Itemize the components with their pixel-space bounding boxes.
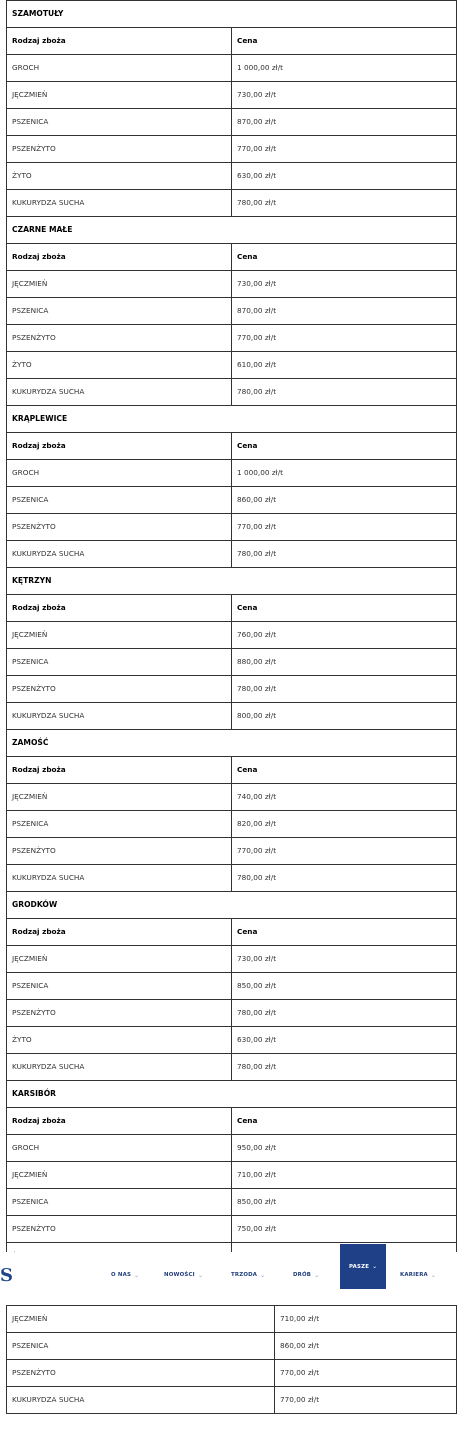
- grain-name: KUKURYDZA SUCHA: [7, 190, 232, 217]
- column-header-price: Cena: [232, 28, 457, 55]
- table-row: [7, 622, 457, 649]
- grain-name: JĘCZMIEŃ: [7, 82, 232, 109]
- nav-label: KARIERA: [400, 1272, 428, 1278]
- grain-price: 730,00 zł/t: [232, 271, 457, 298]
- nav-item-pasze[interactable]: [340, 1244, 386, 1289]
- location-name: SZAMOTUŁY: [7, 1, 457, 28]
- grain-price: 770,00 zł/t: [232, 136, 457, 163]
- table-row: [7, 514, 457, 541]
- grain-name: PSZENICA: [7, 1189, 232, 1216]
- grain-price: 780,00 zł/t: [232, 190, 457, 217]
- grain-price: 630,00 zł/t: [232, 163, 457, 190]
- grain-price: 770,00 zł/t: [232, 325, 457, 352]
- nav-label: DRÓB: [293, 1272, 312, 1278]
- column-header-price: Cena: [232, 757, 457, 784]
- grain-price: 770,00 zł/t: [275, 1387, 457, 1414]
- location-name: KRĄPLEWICE: [7, 406, 457, 433]
- nav-label: O NAS: [111, 1272, 132, 1278]
- grain-price: 780,00 zł/t: [232, 865, 457, 892]
- column-header-price: Cena: [232, 919, 457, 946]
- grain-name: KUKURYDZA SUCHA: [7, 379, 232, 406]
- table-header-row: [7, 595, 457, 622]
- grain-name: PSZENICA: [7, 109, 232, 136]
- table-row: [7, 298, 457, 325]
- table-row: [7, 676, 457, 703]
- grain-name: GROCH: [7, 55, 232, 82]
- location-row: [7, 217, 457, 244]
- grain-name: PSZENICA: [7, 298, 232, 325]
- grain-price: 1 000,00 zł/t: [232, 460, 457, 487]
- nav-item-nowosci[interactable]: [164, 1252, 203, 1298]
- location-name: KĘTRZYN: [7, 568, 457, 595]
- table-row: [7, 946, 457, 973]
- grain-price: 850,00 zł/t: [232, 1189, 457, 1216]
- nav-item-kariera[interactable]: [400, 1252, 436, 1298]
- nav-item-o-nas[interactable]: [111, 1252, 139, 1298]
- table-row: [7, 352, 457, 379]
- grain-name: PSZENICA: [7, 487, 232, 514]
- table-row: [7, 1027, 457, 1054]
- chevron-down-icon: ⌄: [134, 1271, 140, 1279]
- table-header-row: [7, 433, 457, 460]
- price-table: [6, 1305, 457, 1414]
- grain-name: KUKURYDZA SUCHA: [7, 1387, 275, 1414]
- grain-price: 860,00 zł/t: [232, 487, 457, 514]
- grain-name: ŻYTO: [7, 163, 232, 190]
- grain-price: 850,00 zł/t: [232, 973, 457, 1000]
- grain-name: JĘCZMIEŃ: [7, 784, 232, 811]
- column-header-grain: Rodzaj zboża: [7, 28, 232, 55]
- column-header-price: Cena: [232, 244, 457, 271]
- location-name: KARSIBÓR: [7, 1081, 457, 1108]
- location-row: [7, 1, 457, 28]
- grain-price: 820,00 zł/t: [232, 811, 457, 838]
- table-row: [7, 649, 457, 676]
- location-row: [7, 406, 457, 433]
- main-navigation: [0, 1252, 465, 1304]
- price-table: [6, 0, 457, 1270]
- grain-name: PSZENŻYTO: [7, 838, 232, 865]
- table-row: [7, 1387, 457, 1414]
- table-row: [7, 1216, 457, 1243]
- grain-price: 740,00 zł/t: [232, 784, 457, 811]
- grain-name: PSZENŻYTO: [7, 1216, 232, 1243]
- table-row: [7, 973, 457, 1000]
- column-header-price: Cena: [232, 433, 457, 460]
- table-header-row: [7, 1108, 457, 1135]
- nav-label: NOWOŚCI: [164, 1272, 195, 1278]
- table-row: [7, 1189, 457, 1216]
- grain-price: 870,00 zł/t: [232, 109, 457, 136]
- grain-price: 730,00 zł/t: [232, 82, 457, 109]
- table-row: [7, 136, 457, 163]
- grain-name: PSZENŻYTO: [7, 1000, 232, 1027]
- table-row: [7, 541, 457, 568]
- column-header-grain: Rodzaj zboża: [7, 433, 232, 460]
- grain-name: ŻYTO: [7, 1027, 232, 1054]
- chevron-down-icon: ⌄: [314, 1271, 320, 1279]
- chevron-down-icon: ⌄: [197, 1271, 204, 1279]
- table-header-row: [7, 244, 457, 271]
- grain-price: 780,00 zł/t: [232, 541, 457, 568]
- table-row: [7, 55, 457, 82]
- grain-price: 780,00 zł/t: [232, 379, 457, 406]
- grain-name: GROCH: [7, 1135, 232, 1162]
- grain-price: 880,00 zł/t: [232, 649, 457, 676]
- grain-price: 780,00 zł/t: [232, 676, 457, 703]
- nav-item-drob[interactable]: [293, 1252, 319, 1298]
- chevron-down-icon: ⌄: [372, 1263, 378, 1270]
- grain-price: 950,00 zł/t: [232, 1135, 457, 1162]
- grain-price: 610,00 zł/t: [232, 352, 457, 379]
- grain-price: 780,00 zł/t: [232, 1054, 457, 1081]
- grain-price: 780,00 zł/t: [232, 1000, 457, 1027]
- grain-name: PSZENŻYTO: [7, 676, 232, 703]
- grain-price-tables: [6, 0, 457, 1270]
- grain-price: 770,00 zł/t: [275, 1360, 457, 1387]
- table-row: [7, 82, 457, 109]
- grain-price: 710,00 zł/t: [232, 1162, 457, 1189]
- table-header-row: [7, 28, 457, 55]
- column-header-grain: Rodzaj zboża: [7, 919, 232, 946]
- location-name: CZARNE MAŁE: [7, 217, 457, 244]
- location-name: GRODKÓW: [7, 892, 457, 919]
- grain-price: 1 000,00 zł/t: [232, 55, 457, 82]
- column-header-grain: Rodzaj zboża: [7, 1108, 232, 1135]
- table-row: [7, 703, 457, 730]
- table-row: [7, 811, 457, 838]
- nav-label: TRZODA: [231, 1272, 258, 1278]
- grain-name: PSZENICA: [7, 1333, 275, 1360]
- location-name: ZAMOŚĆ: [7, 730, 457, 757]
- grain-name: JĘCZMIEŃ: [7, 1306, 275, 1333]
- grain-name: PSZENŻYTO: [7, 136, 232, 163]
- table-row: [7, 1360, 457, 1387]
- grain-price: 870,00 zł/t: [232, 298, 457, 325]
- grain-price: 770,00 zł/t: [232, 838, 457, 865]
- location-row: [7, 730, 457, 757]
- table-row: [7, 1306, 457, 1333]
- grain-price: 770,00 zł/t: [232, 514, 457, 541]
- grain-name: PSZENŻYTO: [7, 325, 232, 352]
- table-row: [7, 865, 457, 892]
- table-row: [7, 1162, 457, 1189]
- logo[interactable]: S: [0, 1265, 13, 1286]
- table-row: [7, 1054, 457, 1081]
- table-row: [7, 1135, 457, 1162]
- grain-name: JĘCZMIEŃ: [7, 271, 232, 298]
- location-row: [7, 1081, 457, 1108]
- column-header-price: Cena: [232, 1108, 457, 1135]
- column-header-grain: Rodzaj zboża: [7, 757, 232, 784]
- grain-price: 860,00 zł/t: [275, 1333, 457, 1360]
- grain-price: 630,00 zł/t: [232, 1027, 457, 1054]
- grain-name: KUKURYDZA SUCHA: [7, 541, 232, 568]
- table-row: [7, 487, 457, 514]
- grain-name: KUKURYDZA SUCHA: [7, 1054, 232, 1081]
- grain-name: ŻYTO: [7, 352, 232, 379]
- grain-name: PSZENŻYTO: [7, 514, 232, 541]
- grain-name: PSZENICA: [7, 649, 232, 676]
- nav-label: PASZE: [349, 1263, 370, 1270]
- table-row: [7, 1333, 457, 1360]
- grain-price: 760,00 zł/t: [232, 622, 457, 649]
- column-header-grain: Rodzaj zboża: [7, 244, 232, 271]
- grain-name: PSZENICA: [7, 811, 232, 838]
- grain-price: 710,00 zł/t: [275, 1306, 457, 1333]
- chevron-down-icon: ⌄: [260, 1271, 266, 1279]
- grain-name: JĘCZMIEŃ: [7, 946, 232, 973]
- table-row: [7, 838, 457, 865]
- table-row: [7, 271, 457, 298]
- grain-name: PSZENŻYTO: [7, 1360, 275, 1387]
- chevron-down-icon: ⌄: [430, 1271, 437, 1279]
- grain-price-table-bottom: [6, 1305, 457, 1414]
- table-row: [7, 379, 457, 406]
- grain-price: 800,00 zł/t: [232, 703, 457, 730]
- table-row: [7, 460, 457, 487]
- grain-name: JĘCZMIEŃ: [7, 1162, 232, 1189]
- grain-name: PSZENICA: [7, 973, 232, 1000]
- table-row: [7, 163, 457, 190]
- table-row: [7, 109, 457, 136]
- column-header-price: Cena: [232, 595, 457, 622]
- table-header-row: [7, 919, 457, 946]
- location-row: [7, 568, 457, 595]
- nav-item-trzoda[interactable]: [231, 1252, 265, 1298]
- grain-price: 730,00 zł/t: [232, 946, 457, 973]
- grain-name: KUKURYDZA SUCHA: [7, 703, 232, 730]
- grain-name: GROCH: [7, 460, 232, 487]
- table-row: [7, 784, 457, 811]
- table-row: [7, 190, 457, 217]
- grain-name: JĘCZMIEŃ: [7, 622, 232, 649]
- location-row: [7, 892, 457, 919]
- table-row: [7, 325, 457, 352]
- column-header-grain: Rodzaj zboża: [7, 595, 232, 622]
- table-row: [7, 1000, 457, 1027]
- table-header-row: [7, 757, 457, 784]
- grain-price: 750,00 zł/t: [232, 1216, 457, 1243]
- grain-name: KUKURYDZA SUCHA: [7, 865, 232, 892]
